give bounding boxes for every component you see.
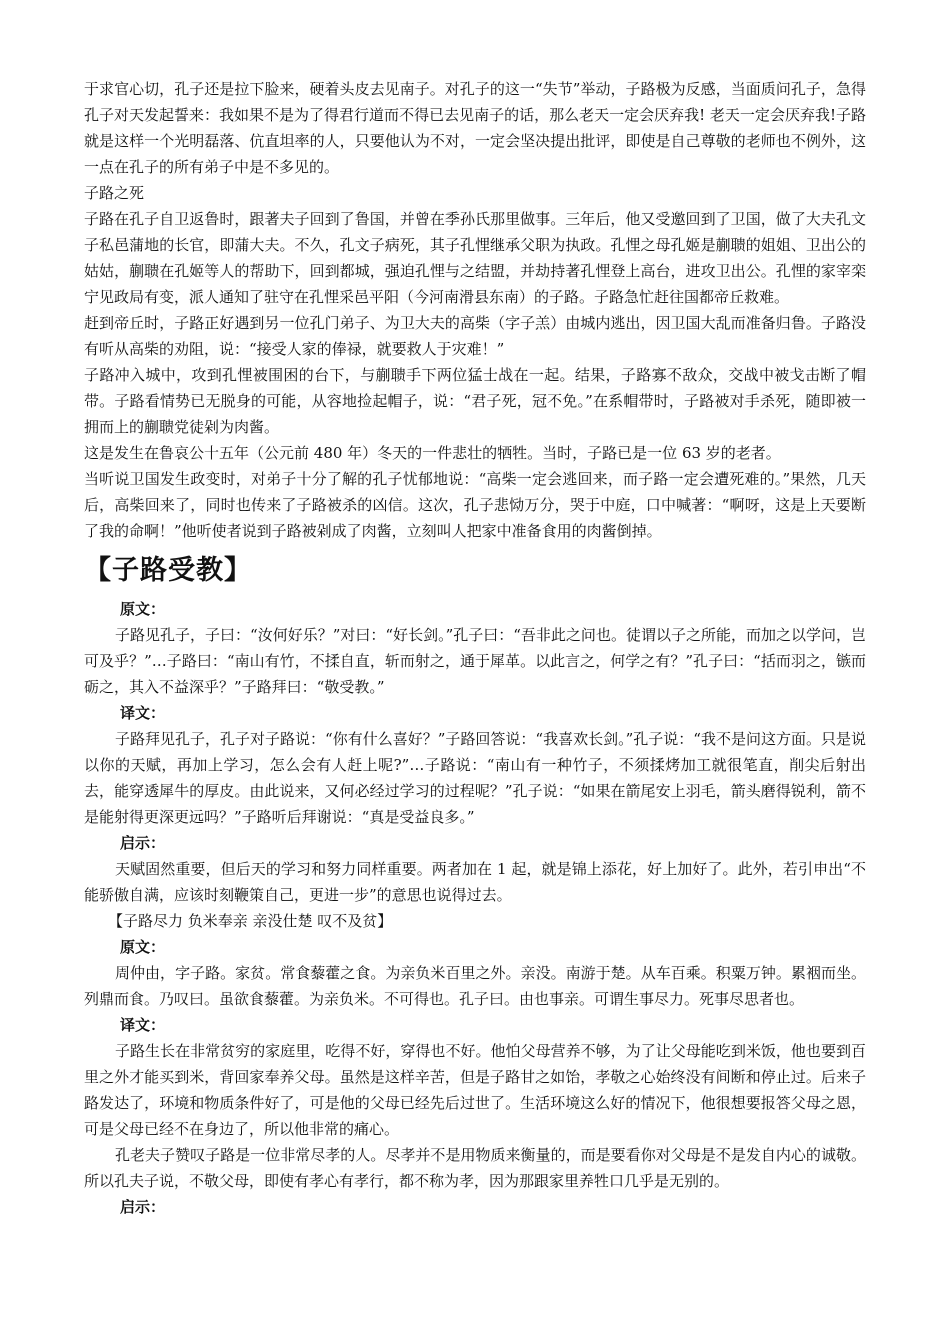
original-text-2: 周仲由，字子路。家贫。常食藜藿之食。为亲负米百里之外。亲没。南游于楚。从车百乘。积粟万钟。累裀而坐。列鼎而食。乃叹曰。虽欲食藜藿。为亲负米。不可得也。孔子曰。由也事亲。可谓生事尽力。死事尽思者也。 <box>84 964 866 1008</box>
death-paragraph-2: 赶到帝丘时，子路正好遇到另一位孔门弟子、为卫大夫的高柴（字子羔）由城内逃出，因卫国大乱而准备归鲁。子路没有听从高柴的劝阻，说：“接受人家的俸禄，就要救人于灾难！” <box>84 314 866 358</box>
insight-label-2: 启示： <box>120 1198 166 1216</box>
insight-text: 天赋固然重要，但后天的学习和努力同样重要。两者加在 1 起，就是锦上添花，好上加好了。此外，若引申出“不能骄傲自满，应该时刻鞭策自己，更进一步”的意思也说得过去。 <box>84 860 866 904</box>
death-paragraph-1: 子路在孔子自卫返鲁时，跟著夫子回到了鲁国，并曾在季孙氏那里做事。三年后，他又受邀回到了卫国，做了大夫孔文子私邑蒲地的长官，即蒲大夫。不久，孔文子病死，其子孔悝继承父职为执政。孔悝之母孔姬是蒯聩的姐姐、卫出公的姑姑，蒯聩在孔姬等人的帮助下，回到都城，强迫孔悝与之结盟，并劫持著孔悝登上高台，进攻卫出公。孔悝的家宰栾宁见政局有变，派人通知了驻守在孔悝采邑平阳（今河南滑县东南）的子路。子路急忙赶往国都帝丘救难。 <box>84 210 866 306</box>
original-label: 原文： <box>120 600 166 618</box>
translation-text-2a: 子路生长在非常贫穷的家庭里，吃得不好，穿得也不好。他怕父母营养不够，为了让父母能吃到米饭，他也要到百里之外才能买到米，背回家奉养父母。虽然是这样辛苦，但是子路甘之如饴，孝敬之心始终没有间断和停止过。后来子路发达了，环境和物质条件好了，可是他的父母已经先后过世了。生活环境这么好的情况下，他很想要报答父母之恩，可是父母已经不在身边了，所以他非常的痛心。 <box>84 1042 866 1138</box>
translation-text-2b: 孔老夫子赞叹子路是一位非常尽孝的人。尽孝并不是用物质来衡量的，而是要看你对父母是不是发自内心的诚敬。所以孔夫子说，不敬父母，即使有孝心有孝行，都不称为孝，因为那跟家里养牲口几乎是无别的。 <box>84 1146 866 1190</box>
section-title-death: 子路之死 <box>84 184 145 202</box>
death-paragraph-5: 当听说卫国发生政变时，对弟子十分了解的孔子忧郁地说：“高柴一定会逃回来，而子路一定会遭死难的。”果然，几天后，高柴回来了，同时也传来了子路被杀的凶信。这次，孔子悲恸万分，哭于中庭，口中喊著：“啊呀，这是上天要断了我的命啊！”他听使者说到子路被剁成了肉酱，立刻叫人把家中准备食用的肉酱倒掉。 <box>84 470 866 540</box>
original-label-2: 原文： <box>120 938 166 956</box>
translation-text: 子路拜见孔子，孔子对子路说：“你有什么喜好？”子路回答说：“我喜欢长剑。”孔子说：“我不是问这方面。只是说以你的天赋，再加上学习，怎么会有人赶上呢?”…子路说：“南山有一种竹子，不须揉烤加工就很笔直，削尖后射出去，能穿透犀牛的厚皮。由此说来，又何必经过学习的过程呢？”孔子说：“如果在箭尾安上羽毛，箭头磨得锐利，箭不是能射得更深更远吗？”子路听后拜谢说：“真是受益良多。” <box>84 730 866 826</box>
translation-label: 译文： <box>120 704 166 722</box>
section-subheading-filial: 【子路尽力 负米奉亲 亲没仕楚 叹不及贫】 <box>108 912 393 930</box>
intro-paragraph: 于求官心切，孔子还是拉下脸来，硬着头皮去见南子。对孔子的这一“失节”举动，子路极为反感，当面质问孔子，急得孔子对天发起誓来：我如果不是为了得君行道而不得已去见南子的话，那么老天一定会厌弃我! 老天一定会厌弃我!子路就是这样一个光明磊落、伉直坦率的人，只要他认为不对，一定会坚决提出批评，即使是自己尊敬的老师也不例外，这一点在孔子的所有弟子中是不多见的。 <box>84 80 866 176</box>
death-paragraph-4: 这是发生在鲁哀公十五年（公元前 480 年）冬天的一件悲壮的牺牲。当时，子路已是一位 63 岁的老者。 <box>84 444 781 462</box>
death-paragraph-3: 子路冲入城中，攻到孔悝被围困的台下，与蒯聩手下两位猛士战在一起。结果，子路寡不敌众，交战中被戈击断了帽带。子路看情势已无脱身的可能，从容地捡起帽子，说：“君子死，冠不免。”在系帽带时，子路被对手杀死，随即被一拥而上的蒯聩党徒剁为肉酱。 <box>84 366 866 436</box>
original-text: 子路见孔子，子曰：“汝何好乐？”对曰：“好长剑。”孔子曰：“吾非此之问也。徒谓以子之所能，而加之以学问，岂可及乎？”…子路曰：“南山有竹，不揉自直，斩而射之，通于犀革。以此言之，何学之有？”孔子曰：“括而羽之，镞而砺之，其入不益深乎？”子路拜曰：“敬受教。” <box>84 626 866 696</box>
insight-label: 启示： <box>120 834 166 852</box>
section-heading-lesson: 【子路受教】 <box>84 555 252 586</box>
translation-label-2: 译文： <box>120 1016 166 1034</box>
document-page <box>84 76 866 1220</box>
